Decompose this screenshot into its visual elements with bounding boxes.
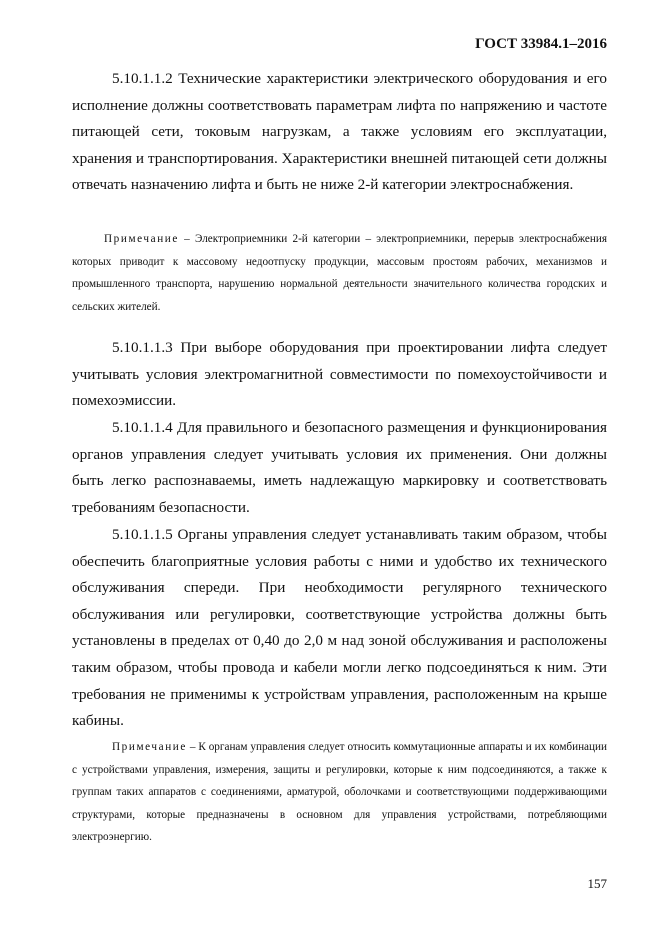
- document-code-header: ГОСТ 33984.1–2016: [475, 36, 607, 52]
- clause-5-10-1-1-5-text: 5.10.1.1.5 Органы управления следует устанавливать таким образом, чтобы обеспечить благоприятные условия работы с ними и удобство их технического обслуживания спереди. При необходимости регулярного технического обслуживания или регулировки, соответствующие устройства должны быть установлены в пределах от 0,40 до 2,0 м над зоной обслуживания и расположены таким образом, чтобы провода и кабели могли легко подсоединяться к ним. Эти требования не применимы к устройствам управления, расположенным на крыше кабины.: [72, 526, 607, 730]
- clause-5-10-1-1-3: [72, 335, 607, 415]
- note-2-text: – К органам управления следует относить коммутационные аппараты и их комбинации с устройствами управления, измерения, защиты и регулировки, которые к ним подсоединяются, а также к группам таких аппаратов с соединениями, арматурой, оболочками и соответствующими поддерживающими структурами, которые предназначены в основном для управления устройствами, потребляющими электроэнергию.: [72, 741, 607, 844]
- note-1-label: Примечание: [104, 233, 179, 245]
- note-2-label: Примечание: [112, 741, 187, 753]
- clause-5-10-1-1-3-text: 5.10.1.1.3 При выборе оборудования при проектировании лифта следует учитывать условия электромагнитной совместимости по помехоустойчивости и помехоэмиссии.: [72, 339, 607, 410]
- note-2-paragraph: [72, 736, 607, 849]
- clause-5-10-1-1-2: [72, 66, 607, 199]
- note-2: [72, 736, 607, 849]
- clause-5-10-1-1-4: [72, 415, 607, 521]
- note-1-text: – Электроприемники 2-й категории – электроприемники, перерыв электроснабжения которых приводит к массовому недоотпуску продукции, массовым простоям рабочих, механизмов и промышленного транспорта, нарушению нормальной деятельности значительного количества городских и сельских жителей.: [72, 233, 607, 313]
- clause-5-10-1-1-5: [72, 522, 607, 735]
- note-1: [72, 228, 607, 318]
- note-1-paragraph: [72, 228, 607, 318]
- clause-5-10-1-1-2-text: 5.10.1.1.2 Технические характеристики электрического оборудования и его исполнение должны соответствовать параметрам лифта по напряжению и частоте питающей сети, токовым нагрузкам, а также условиям его эксплуатации, хранения и транспортирования. Характеристики внешней питающей сети должны отвечать назначению лифта и быть не ниже 2-й категории электроснабжения.: [72, 70, 607, 194]
- page-number: 157: [587, 876, 607, 891]
- clause-5-10-1-1-4-text: 5.10.1.1.4 Для правильного и безопасного размещения и функционирования органов управления следует учитывать условия их применения. Они должны быть легко распознаваемы, иметь надлежащую маркировку и соответствовать требованиям безопасности.: [72, 419, 607, 516]
